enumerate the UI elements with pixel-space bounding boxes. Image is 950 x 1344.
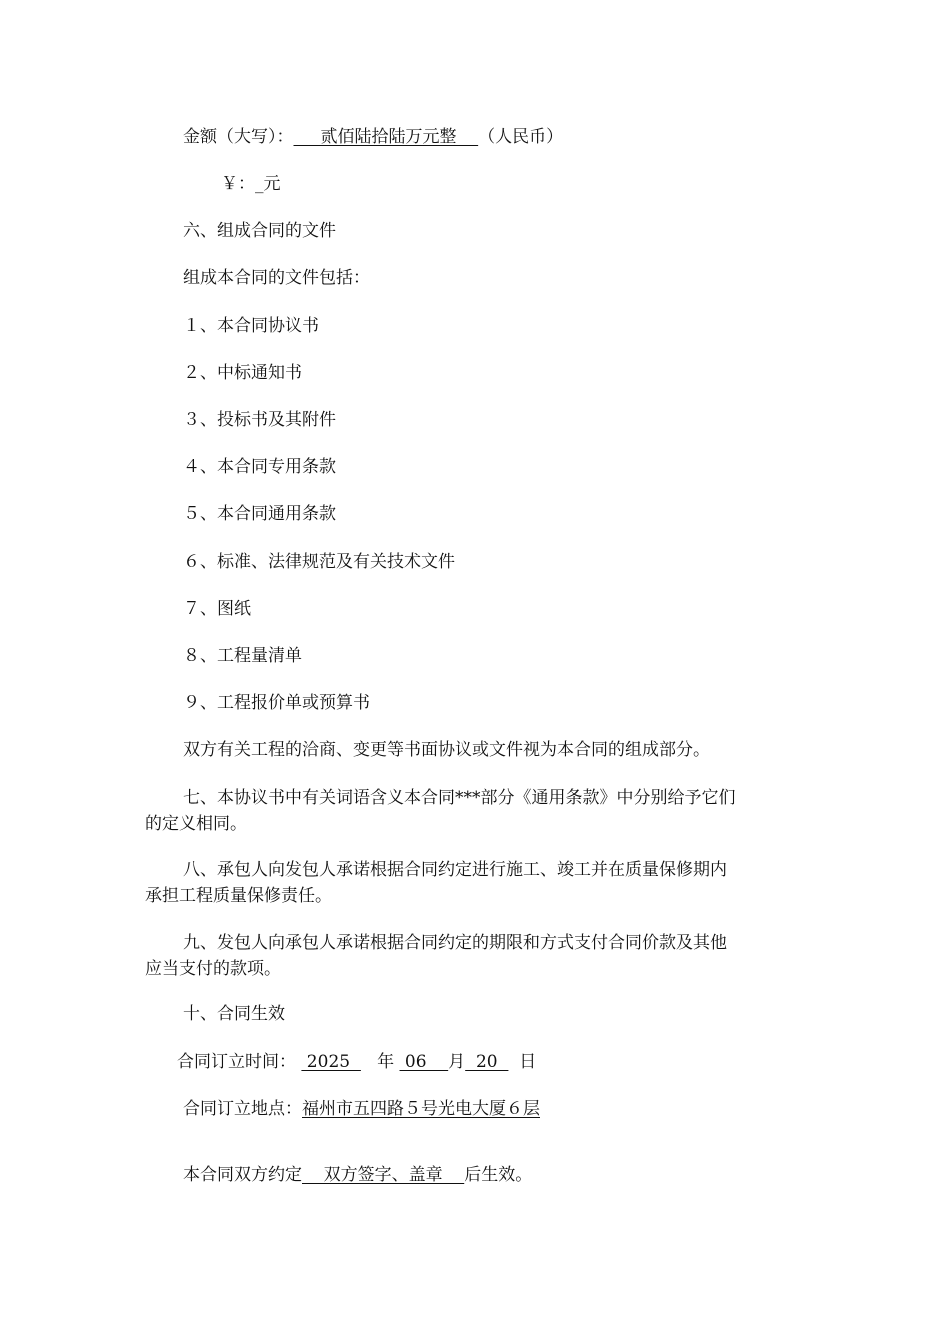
- list-item: ７、图纸: [183, 599, 251, 619]
- list-item: ９、工程报价单或预算书: [183, 693, 370, 713]
- place-label: 合同订立地点：: [183, 1099, 302, 1119]
- section10-heading: 十、合同生效: [183, 1004, 285, 1024]
- list-item: ５、本合同通用条款: [183, 504, 336, 524]
- date-year-unit: 年: [377, 1052, 395, 1072]
- section7-line1: 七、本协议书中有关词语含义本合同***部分《通用条款》中分别给予它们: [183, 788, 736, 808]
- date-label: 合同订立时间：: [177, 1052, 296, 1072]
- contract-date-line: [177, 1052, 536, 1072]
- contract-place-line: [183, 1099, 540, 1119]
- amount-suffix: （人民币）: [478, 127, 564, 147]
- list-item: ４、本合同专用条款: [183, 457, 336, 477]
- amount-label: 金额（大写）：: [183, 127, 294, 147]
- date-year: 2025: [301, 1052, 361, 1072]
- list-item: ３、投标书及其附件: [183, 410, 336, 430]
- effect-line: [183, 1165, 532, 1185]
- list-item: ８、工程量清单: [183, 646, 302, 666]
- section9-line1: 九、发包人向承包人承诺根据合同约定的期限和方式支付合同价款及其他: [183, 933, 727, 953]
- section8-line2: 承担工程质量保修责任。: [145, 886, 332, 906]
- effect-suffix: 后生效。: [464, 1165, 533, 1185]
- list-item: ６、标准、法律规范及有关技术文件: [183, 552, 455, 572]
- date-month-unit: 月: [448, 1052, 466, 1072]
- section6-closing: 双方有关工程的洽商、变更等书面协议或文件视为本合同的组成部分。: [183, 740, 710, 760]
- section6-intro: 组成本合同的文件包括：: [183, 268, 370, 288]
- date-day: 20: [465, 1052, 509, 1072]
- amount-line: [183, 127, 563, 147]
- list-item: ２、中标通知书: [183, 363, 302, 383]
- amount-yuan-line: ￥：_元: [221, 174, 281, 194]
- date-day-unit: 日: [519, 1052, 537, 1072]
- effect-value: 双方签字、盖章: [302, 1165, 465, 1185]
- place-value: 福州市五四路５号光电大厦６层: [302, 1099, 540, 1119]
- amount-value: 贰佰陆拾陆万元整: [293, 127, 479, 147]
- section8-line1: 八、承包人向发包人承诺根据合同约定进行施工、竣工并在质量保修期内: [183, 860, 727, 880]
- list-item: １、本合同协议书: [183, 316, 319, 336]
- section9-line2: 应当支付的款项。: [145, 959, 281, 979]
- section6-heading: 六、组成合同的文件: [183, 221, 336, 241]
- date-month: 06: [399, 1052, 449, 1072]
- effect-prefix: 本合同双方约定: [183, 1165, 302, 1185]
- section7-line2: 的定义相同。: [145, 814, 247, 834]
